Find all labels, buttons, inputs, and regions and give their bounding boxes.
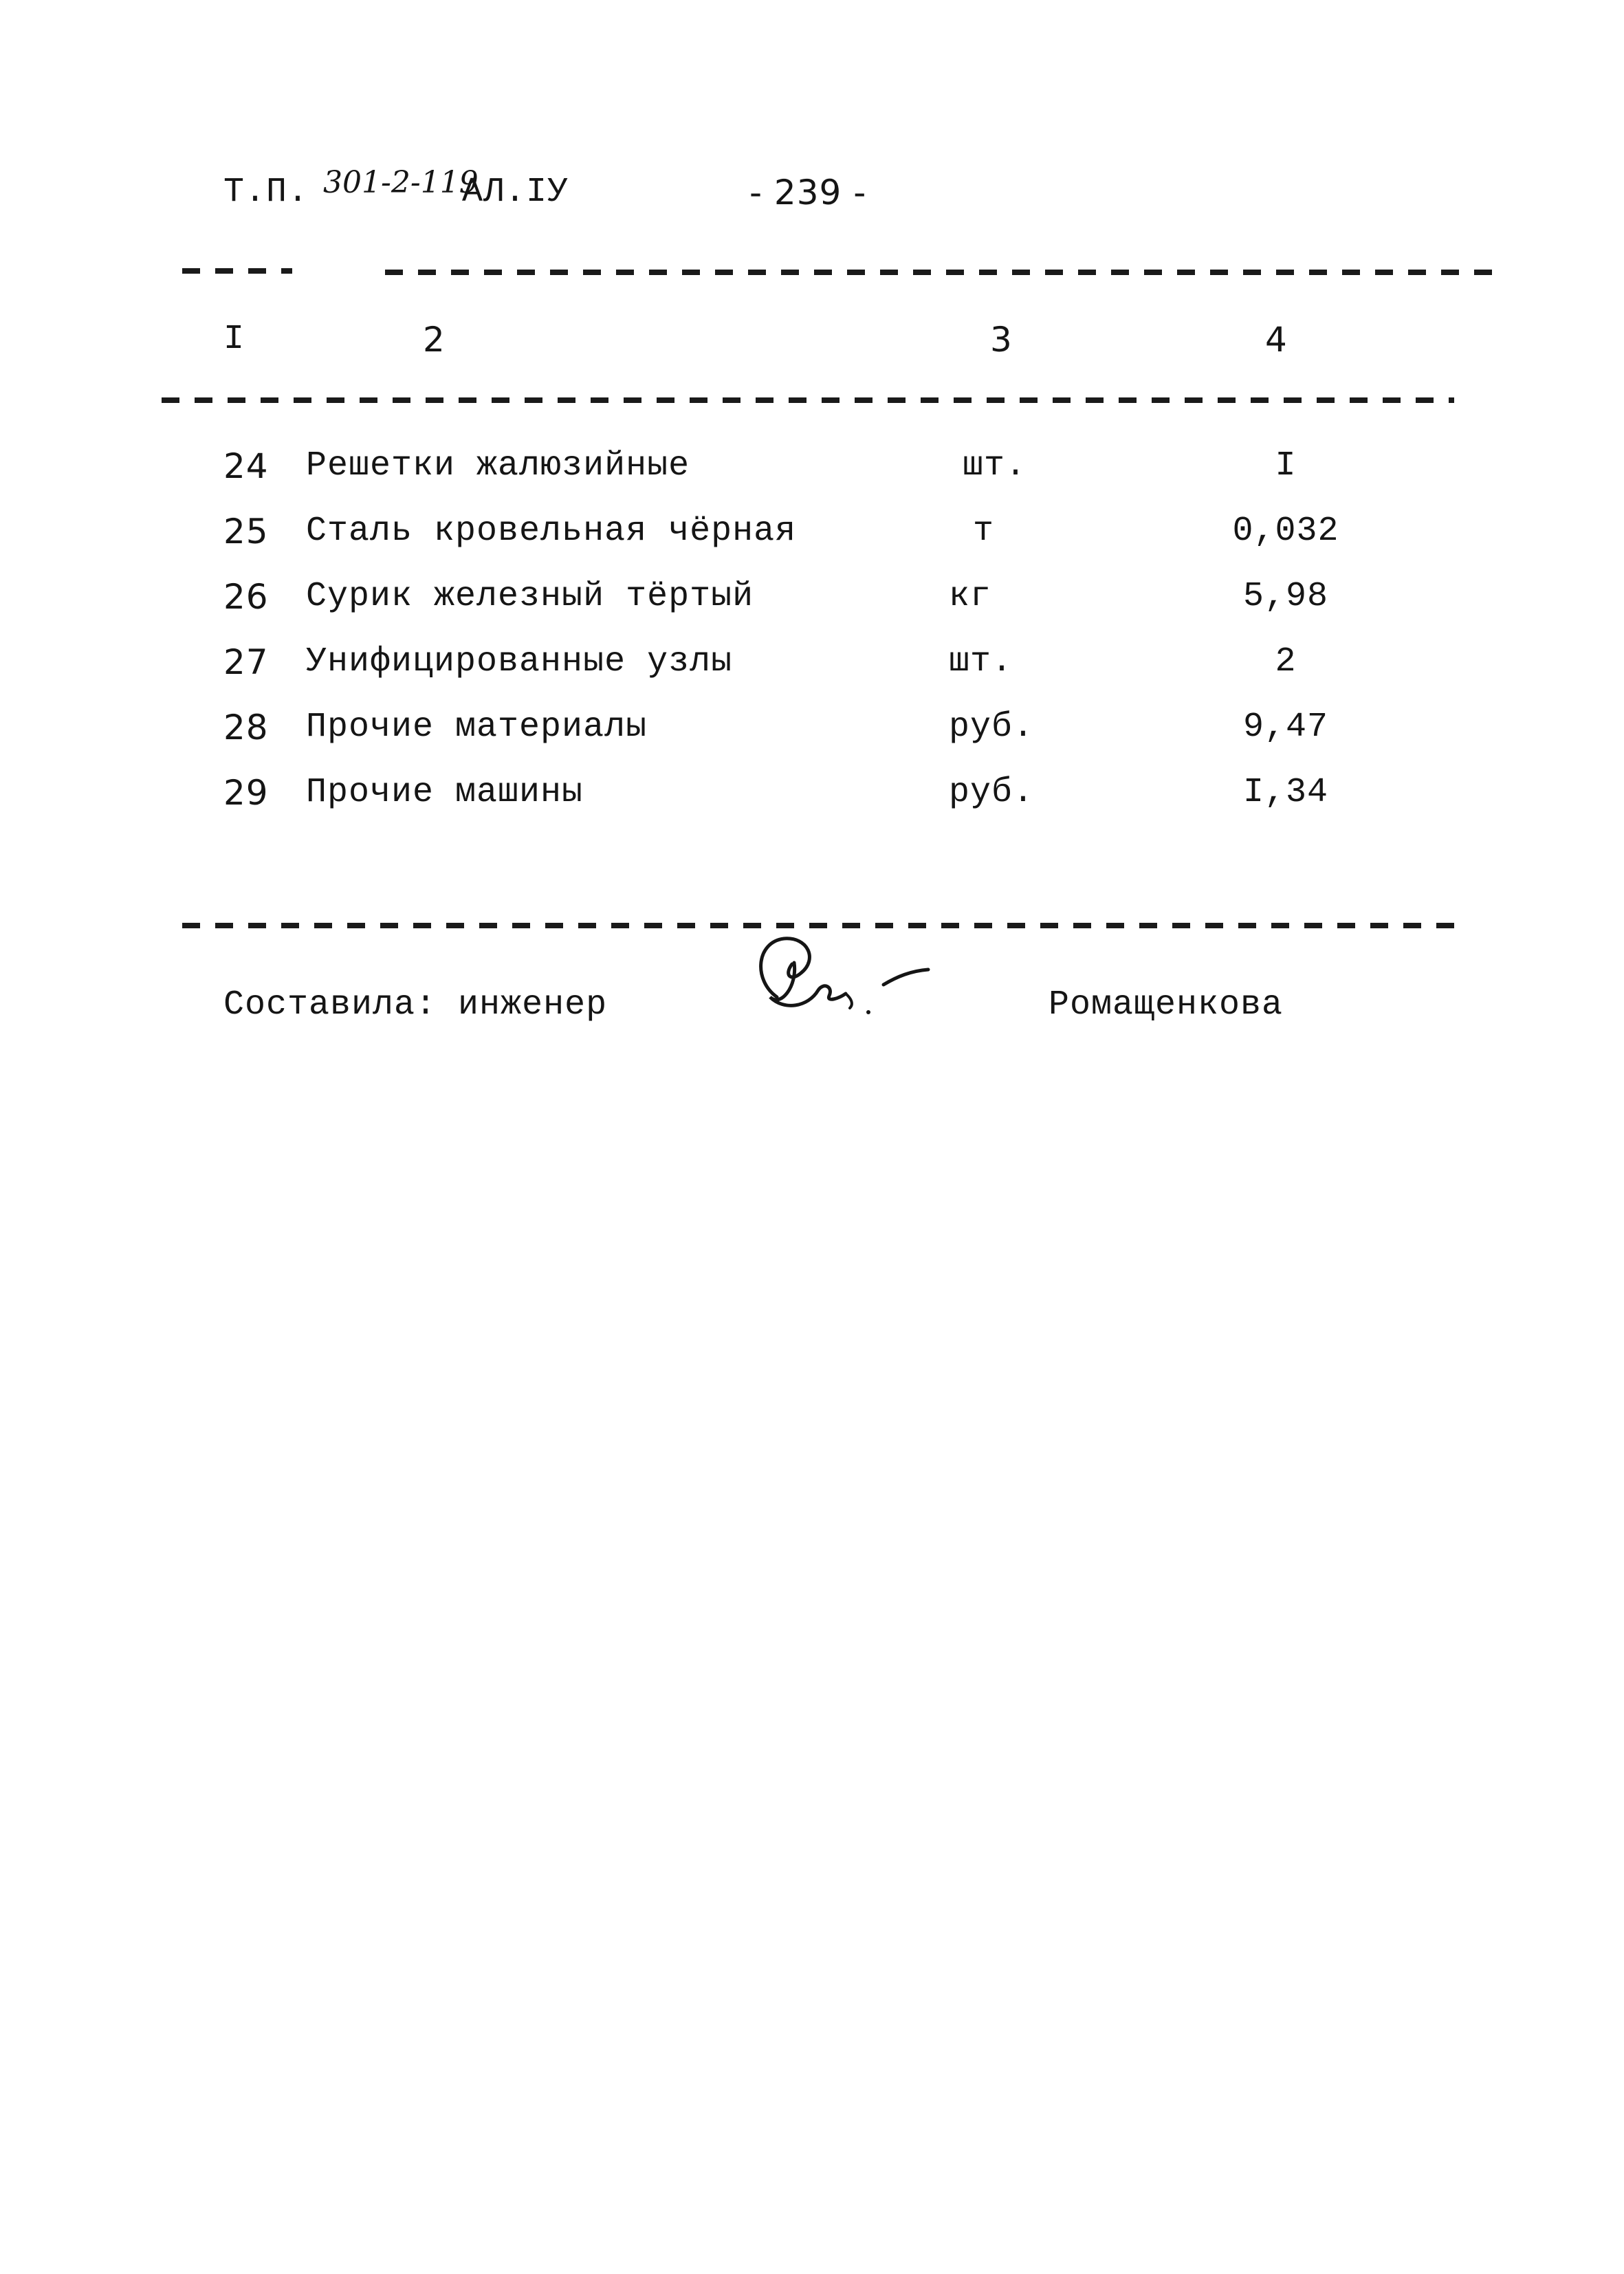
dashed-rule-header [162, 397, 1454, 403]
row-unit: шт. [963, 446, 1027, 485]
row-unit: т [973, 512, 995, 551]
row-item-name: Прочие материалы [306, 708, 648, 747]
column-number-4: 4 [1265, 320, 1288, 360]
row-item-name: Сталь кровельная чёрная [306, 512, 797, 551]
row-number: 27 [223, 642, 269, 682]
row-number: 28 [223, 708, 269, 747]
row-item-name: Сурик железный тёртый [306, 577, 754, 616]
row-unit: кг [949, 577, 992, 616]
doc-prefix: Т.П. [223, 173, 309, 212]
compiled-by-label: Составила: инженер [223, 985, 608, 1025]
row-quantity: 0,032 [1232, 512, 1339, 551]
row-number: 29 [223, 773, 269, 813]
column-number-1: I [223, 320, 245, 359]
compiler-surname: Ромащенкова [1049, 985, 1284, 1025]
row-number: 26 [223, 577, 269, 617]
row-unit: руб. [949, 773, 1035, 812]
row-quantity: I [1275, 446, 1297, 485]
row-quantity: 2 [1275, 642, 1297, 681]
row-unit: шт. [949, 642, 1013, 681]
column-number-2: 2 [423, 320, 446, 360]
row-item-name: Прочие машины [306, 773, 584, 812]
column-number-3: 3 [990, 320, 1013, 360]
row-quantity: I,34 [1242, 773, 1329, 812]
row-number: 25 [223, 512, 269, 551]
row-item-name: Унифицированные узлы [306, 642, 733, 681]
dashed-rule-top [385, 270, 1492, 275]
album-code: АЛ.IУ [462, 173, 569, 212]
handwritten-doc-number: 301-2-119 [323, 165, 479, 200]
handwritten-signature [743, 921, 949, 1038]
row-number: 24 [223, 446, 269, 486]
row-unit: руб. [949, 708, 1035, 747]
row-item-name: Решетки жалюзийные [306, 446, 690, 485]
dashed-rule-top-left [182, 268, 292, 274]
row-quantity: 9,47 [1242, 708, 1329, 747]
row-quantity: 5,98 [1242, 577, 1329, 616]
page-number: - 239 - [749, 173, 867, 212]
